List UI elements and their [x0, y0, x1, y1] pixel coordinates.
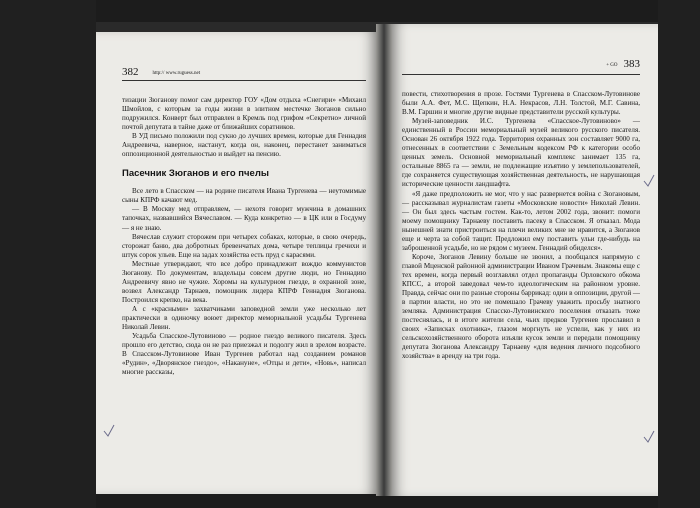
section-heading: Пасечник Зюганов и его пчелы [122, 168, 269, 180]
right-page [392, 24, 658, 496]
left-page [96, 32, 376, 494]
right-page-header [402, 58, 640, 70]
paragraph: — В Москву мед отправляем, — нехотя говорит мужчина в домашних тапочках, назвавшийся Вячеславом. — Куда конкретно — в ЦК или в Госдуму — я не знаю. [122, 205, 366, 232]
right-page-text [402, 90, 640, 361]
right-page-brand: + GO [606, 63, 618, 68]
book-gutter [376, 24, 392, 496]
left-page-header [122, 66, 366, 78]
paragraph: тизации Зюганову помог сам директор ГОУ «Дом отдыха «Снегири» «Михаил Шмойлов, с которым за годы жизни в элитном местечке Зюганов сильно подружился. Конверт был отправлен в Кремль под грифом «Секретно» личной почтой депутата в тайне даже от ближайших соратников. [122, 96, 366, 132]
scanner-background-left [0, 0, 96, 508]
paragraph: Вячеслав служит сторожем при четырех собаках, которые, в свою очередь, сторожат баню, два добротных бревенчатых дома, четыре теплицы гречихи и штук сорок ульев. Еще на задах хозяйства есть пруд с карасями. [122, 232, 366, 259]
right-header-rule [402, 74, 640, 75]
paragraph: А с «красными» захватчиками заповедной земли уже несколько лет практически в одиночку воюет директор мемориальной усадьбы Тургенева Николай Левин. [122, 304, 366, 332]
left-header-rule [122, 80, 366, 81]
handwritten-checkmark-icon [102, 424, 116, 438]
paragraph: Короче, Зюганов Левину больше не звонил, а пообщался напрямую с главой Мценской районной администрации Иваном Грачевым. Знакомы еще с тех времен, когда первый возглавлял отдел пропаганды Орловского обкома КПСС, а второй заведовал чем-то идеологическим на районном уровне. Правда, сейчас они по разные стороны баррикад: один в оппозиции, другой — в партии власти, но это не помешало Грачеву уважить просьбу знатного земляка. Администрация Спасско-Лутовинского поселения отказать тоже постеснялась, и в итоге жители села, чьих предков Тургенев прославил в своих «Записках охотника», глазом моргнуть не успели, как у них из сельскохозяйственного оборота изъяли кусок земли и передали помощнику депутата Зюганова Александру Тарнаеву «для ведения личного подсобного хозяйства» в аренду на три года. [402, 252, 640, 361]
paragraph: «Я даже предположить не мог, что у нас развернется война с Зюгановым, — рассказывал журналистам газеты «Московские новости» Николай Левин. — Он был здесь частым гостем. Как-то, летом 2002 года, звонит: помоги моему помощнику Тарнаеву поставить пасеку в Спасском. Я отказал. Мода нынешней знати пристроиться на плечи великих мне не нравится, а Зюганов еще и черта за собой тащит. Предложил ему поставить ульи где-нибудь на заброшенной усадьбе, но не рядом с музеем. Геннадий обиделся». [402, 189, 640, 252]
scanner-background-bottom [0, 494, 700, 508]
paragraph: Все лето в Спасском — на родине писателя Ивана Тургенева — неутомимые сыны КПРФ качают мед. [122, 187, 366, 205]
paragraph: Местные утверждают, что все добро принадлежит вождю коммунистов Зюганову. По документам, владельцы совсем другие люди, но Геннадию Андреевичу явно не чужие. Хоромы на культурном гнезде, в охранной зоне, возвел Александр Тарнаев, помощник лидера КПРФ Геннадия Зюганова. Построился крепко, на века. [122, 259, 366, 304]
paragraph: Музей-заповедник И.С. Тургенева «Спасское-Лутовиново» — единственный в России мемориальный музей великого русского писателя. Основан 26 октября 1922 года. Территория охранных зон составляет 9000 га, отнесенных в соответствии с Земельным кодексом РФ к категории особо ценных земель. Основной мемориальный комплекс занимает 135 га, остальные 8865 га — земли, не подлежащие изъятию у землепользователей, где сохраняется существующая хозяйственная деятельность, не нарушающая исторические ценности ландшафта. [402, 117, 640, 189]
paragraph: повести, стихотворения в прозе. Гостями Тургенева в Спасском-Лутовинове были А.А. Фет, М.С. Щепкин, Н.А. Некрасов, Л.Н. Толстой, М.Г. Савина, В.М. Гаршин и многие другие видные представители русской культуры. [402, 90, 640, 117]
paragraph: Усадьба Спасское-Лутовиново — родное гнездо великого писателя. Здесь прошло его детство, сюда он не раз приезжал и подолгу жил в зрелом возрасте. В Спасском-Лутовинове Иван Тургенев работал над созданием романов «Рудин», «Дворянское гнездо», «Накануне», «Отцы и дети», «Новь», написал многие рассказы, [122, 332, 366, 377]
handwritten-checkmark-icon [642, 430, 656, 444]
scanner-background-top [0, 0, 700, 22]
right-page-number: 383 [623, 58, 640, 70]
scanner-background-right [658, 0, 700, 508]
left-page-text [122, 96, 366, 377]
handwritten-checkmark-icon [642, 174, 656, 188]
paragraph: В УД письмо положили под сукно до лучших времен, которые для Геннадия Андреевича, наверное, настанут, когда он, наконец, перестанет заниматься оппозиционной деятельностью и выйдет на пенсию. [122, 132, 366, 159]
left-page-site: http:// www.ruguess.net [152, 71, 201, 76]
left-page-number: 382 [122, 66, 139, 78]
